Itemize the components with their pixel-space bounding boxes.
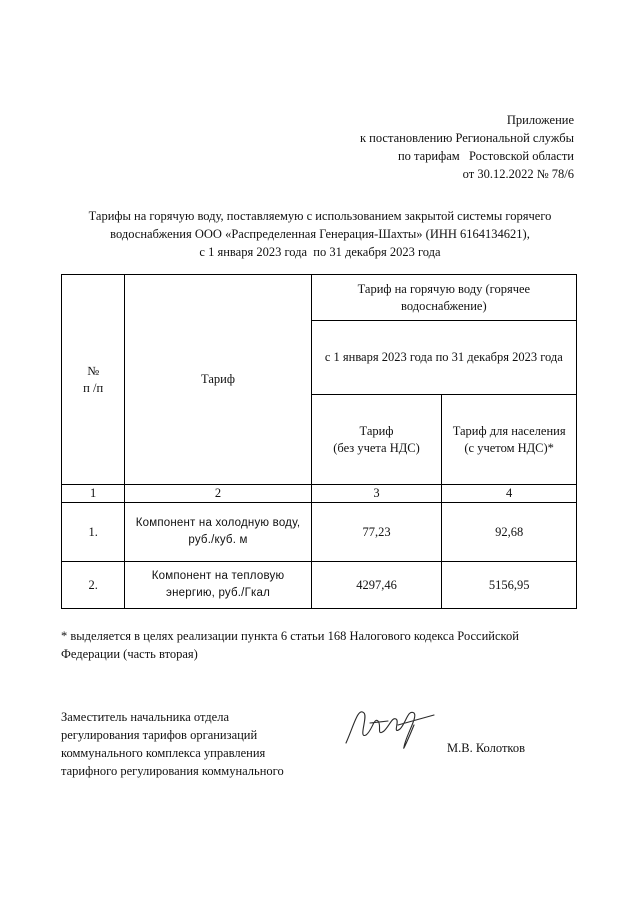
index-cell: 2 — [125, 485, 311, 503]
signatory-name: М.В. Колотков — [447, 741, 526, 755]
row-no-vat: 4297,46 — [311, 562, 442, 609]
position-line: Заместитель начальника отдела — [61, 710, 229, 724]
header-tariff: Тариф — [125, 275, 311, 485]
position-line: регулирования тарифов организаций — [61, 728, 258, 742]
header-no-vat — [311, 395, 442, 485]
tariff-table — [61, 274, 577, 609]
footnote: * выделяется в целях реализации пункта 6 статьи 168 Налогового кодекса Российской Федерации (часть вторая) — [61, 629, 519, 661]
title-line: водоснабжения ООО «Распределенная Генерация-Шахты» (ИНН 6164134621), — [110, 227, 530, 241]
header-num — [62, 275, 125, 485]
appendix-line: по тарифам Ростовской области — [397, 149, 574, 163]
index-cell: 4 — [442, 485, 577, 503]
row-population: 92,68 — [442, 503, 577, 562]
title-line: с 1 января 2023 года по 31 декабря 2023 года — [199, 245, 441, 259]
row-population: 5156,95 — [442, 562, 577, 609]
header-group-text: Тариф на горячую воду (горячее водоснабжение) — [357, 281, 531, 313]
table-row — [62, 503, 577, 562]
header-period: с 1 января 2023 года по 31 декабря 2023 года — [311, 321, 576, 395]
table-row — [62, 562, 577, 609]
row-name-text: Компонент на холодную воду, руб./куб. м — [135, 517, 301, 546]
handwritten-signature-icon — [340, 695, 440, 759]
position-line: тарифного регулирования коммунального — [61, 764, 284, 778]
title-line: Тарифы на горячую воду, поставляемую с использованием закрытой системы горячего — [88, 209, 552, 223]
row-name — [125, 562, 311, 609]
document-title — [70, 207, 570, 261]
appendix-line: Приложение — [506, 113, 574, 127]
row-num: 2. — [62, 562, 125, 609]
header-num-text: № п /п — [83, 363, 104, 395]
position-line: коммунального комплекса управления — [61, 746, 266, 760]
row-name — [125, 503, 311, 562]
appendix-line: от 30.12.2022 № 78/6 — [462, 167, 574, 181]
row-num: 1. — [62, 503, 125, 562]
appendix-line: к постановлению Региональной службы — [359, 131, 574, 145]
signatory-position — [61, 708, 284, 780]
appendix-block — [360, 111, 574, 183]
index-cell: 3 — [311, 485, 442, 503]
header-population-text: Тариф для населения (с учетом НДС)* — [452, 423, 566, 455]
header-group — [311, 275, 576, 321]
row-no-vat: 77,23 — [311, 503, 442, 562]
header-no-vat-text: Тариф (без учета НДС) — [333, 423, 420, 455]
row-name-text: Компонент на тепловую энергию, руб./Гкал — [151, 570, 285, 599]
index-cell: 1 — [62, 485, 125, 503]
header-population — [442, 395, 577, 485]
